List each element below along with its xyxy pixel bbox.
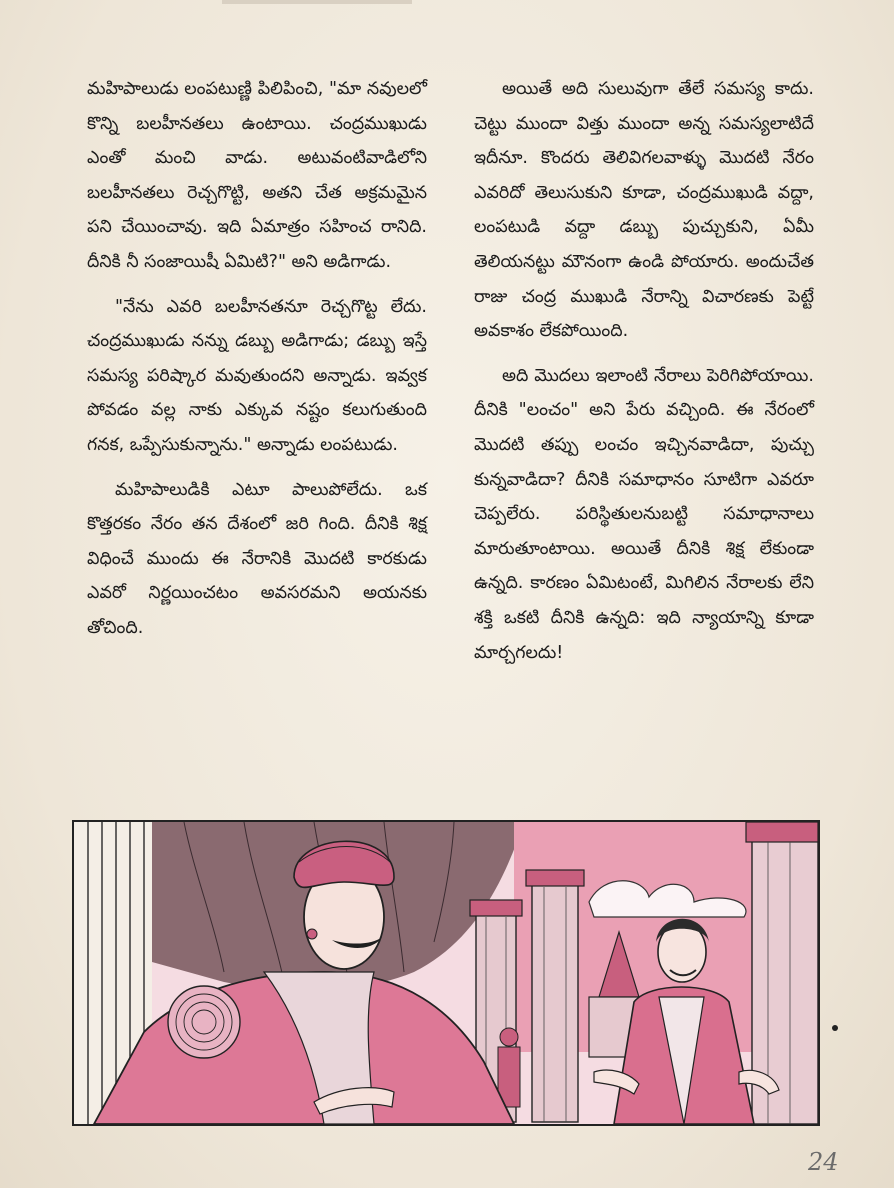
scan-speck (832, 1025, 838, 1031)
page-number: 24 (808, 1148, 839, 1176)
paragraph: "నేను ఎవరి బలహీనతనూ రెచ్చగొట్ట లేదు. చంద్రముఖుడు నన్ను డబ్బు అడిగాడు; డబ్బు ఇస్తే సమస్య పరిష్కార మవుతుందని అన్నాడు. ఇవ్వక పోవడం వల్ల నాకు ఎక్కువ నష్టం కలుగుతుంది గనక, ఒప్పేసుకున్నాను." అన్నాడు లంపటుడు. (87, 296, 427, 455)
paragraph: అయితే అది సులువుగా తేలే సమస్య కాదు. చెట్టు ముందా విత్తు ముందా అన్న సమస్యలాటిదే ఇదీనూ. కొందరు తెలివిగలవాళ్ళు మొదటి నేరం ఎవరిదో తెలుసుకుని కూడా, చంద్రముఖుడి వద్దా, లంపటుడి వద్దా డబ్బు పుచ్చుకుని, ఏమీ తెలియనట్టు మౌనంగా ఉండి పోయారు. అందుచేత రాజు చంద్ర ముఖుడి నేరాన్ని విచారణకు పెట్టే అవకాశం లేకపోయింది. (474, 79, 814, 342)
paragraph: మహిపాలుడు లంపటుణ్ణి పిలిపించి, "మా నవులలో కొన్ని బలహీనతలు ఉంటాయి. చంద్రముఖుడు ఎంతో మంచి వాడు. అటువంటివాడిలోని బలహీనతలు రెచ్చగొట్టి, అతని చేత అక్రమమైన పని చేయించావు. ఇది ఏమాత్రం సహించ రానిది. దీనికి నీ సంజాయిషీ ఏమిటి?" అని అడిగాడు. (87, 79, 427, 272)
top-scan-mark (222, 0, 412, 4)
left-text-column (87, 72, 427, 656)
paragraph: అది మొదలు ఇలాంటి నేరాలు పెరిగిపోయాయి. దీనికి "లంచం" అని పేరు వచ్చింది. ఈ నేరంలో మొదటి తప్పు లంచం ఇచ్చినవాడిదా, పుచ్చు కున్నవాడిదా? దీనికి సమాధానం సూటిగా ఎవరూ చెప్పలేరు. పరిస్థితులనుబట్టి సమాధానాలు మారుతూంటాయి. అయితే దీనికి శిక్ష లేకుండా ఉన్నది. కారణం ఏమిటంటే, మిగిలిన నేరాలకు లేని శక్తి ఒకటి దీనికి ఉన్నది: ఇది న్యాయాన్ని కూడా మార్చగలదు! (474, 365, 814, 663)
right-text-column (474, 72, 814, 680)
guard-figure (498, 1028, 520, 1107)
story-illustration (72, 820, 820, 1126)
paragraph: మహిపాలుడికి ఎటూ పాలుపోలేదు. ఒక కొత్తరకం నేరం తన దేశంలో జరి గింది. దీనికి శిక్ష విధించే ముందు ఈ నేరానికి మొదటి కారకుడు ఎవరో నిర్ణయించటం అవసరమని అయనకు తోచింది. (87, 479, 427, 638)
illustration-drawing (74, 822, 818, 1124)
